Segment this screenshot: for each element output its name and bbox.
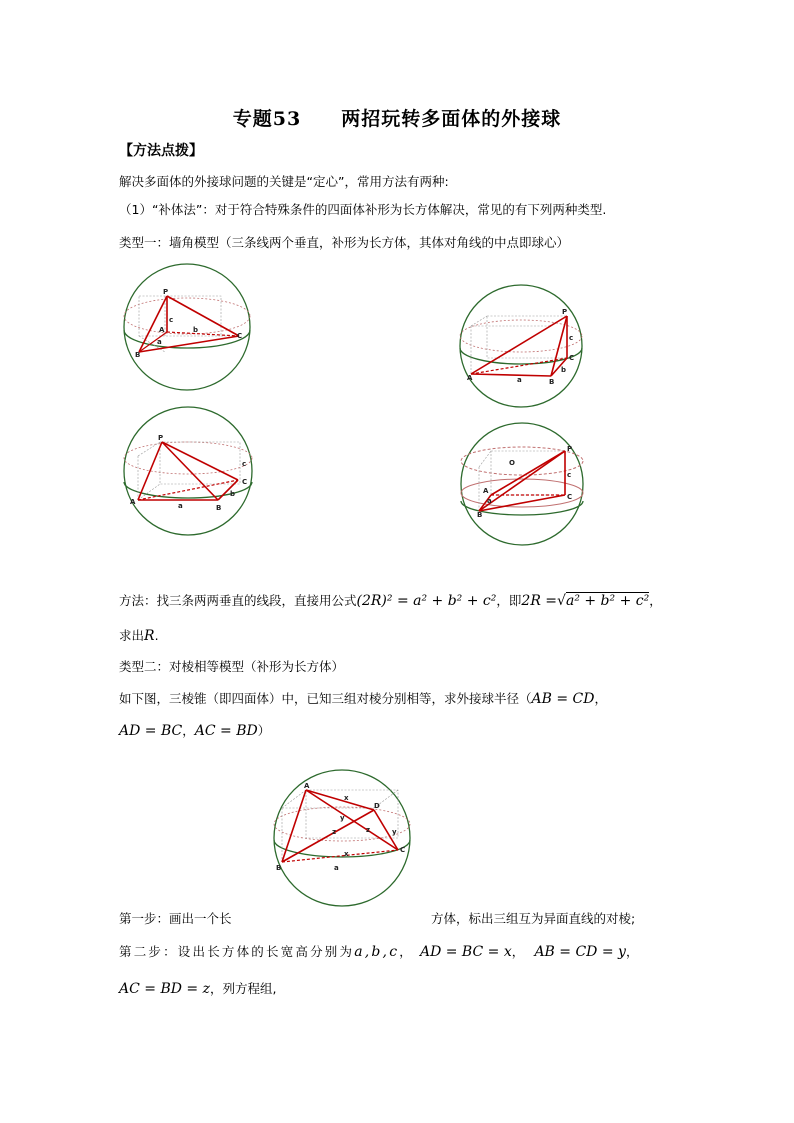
fig2-label: A <box>467 374 473 382</box>
type2-desc-line-2 <box>119 720 270 739</box>
fig3-label: P <box>158 434 164 442</box>
fig4-label: O <box>509 459 515 467</box>
fig5-label: a <box>334 864 339 872</box>
type-2-text: 类型二：对棱相等模型（补形为长方体） <box>119 659 345 674</box>
fig1-label: b <box>193 326 199 334</box>
fig1-label: c <box>169 316 174 324</box>
fig5-label: B <box>276 864 282 872</box>
fig3-label: a <box>178 502 183 510</box>
fig5-label: y <box>340 814 345 822</box>
fig5-label: x <box>344 850 349 858</box>
fig2-label: b <box>561 366 567 374</box>
point-1-text: （1）“补体法”：对于符合特殊条件的四面体补形为长方体解决，常见的有下列两种类型. <box>119 202 607 217</box>
close-paren: ） <box>257 723 271 738</box>
page-title: 专题53 两招玩转多面体的外接球 <box>232 108 562 130</box>
fig3-label: C <box>242 478 248 486</box>
fig2-label: c <box>569 334 574 342</box>
fig2-label: P <box>562 308 568 316</box>
step-1-left: 第一步：画出一个长 <box>119 911 232 926</box>
eq-ad-bc: AD = BC <box>119 723 183 739</box>
eq-ab-cd: AB = CD <box>531 691 595 707</box>
fig3-label: c <box>242 460 247 468</box>
type2-desc-line <box>119 688 607 707</box>
section-heading: 【方法点拨】 <box>119 143 203 159</box>
fig5-label: D <box>374 802 380 810</box>
figure-wall-corner-2 <box>457 284 585 410</box>
eq-ab-cd-y: AB = CD = y <box>534 944 626 960</box>
method-line <box>119 590 662 609</box>
fig5-label: z <box>332 828 337 836</box>
method-line2-prefix: 求出 <box>119 628 145 643</box>
step-2-line <box>119 941 641 960</box>
step-2-text: 第二步：设出长方体的长宽高分别为 <box>119 944 355 959</box>
step-3-line <box>119 978 276 997</box>
fig1-label: P <box>163 288 169 296</box>
fig2-label: B <box>549 378 555 386</box>
step-1-right: 方体，标出三组互为异面直线的对棱; <box>431 911 636 926</box>
figure-wall-corner-3 <box>120 406 256 536</box>
fig1-label: A <box>159 326 165 334</box>
fig1-label: B <box>135 351 141 359</box>
fig2-label: C <box>569 354 575 362</box>
fig4-label: B <box>477 511 483 519</box>
figure-wall-corner-4 <box>459 421 585 547</box>
sep: ， <box>182 723 195 738</box>
sep: ， <box>511 944 527 959</box>
method-line-2 <box>119 625 159 644</box>
step-2-vars: a,b,c <box>354 944 400 960</box>
fig5-label: x <box>344 794 349 802</box>
fig5-label: y <box>392 828 397 836</box>
method-end: ， <box>649 593 662 608</box>
intro-text: 解决多面体的外接球问题的关键是“定心”，常用方法有两种: <box>119 174 449 189</box>
fig3-label: A <box>130 498 136 506</box>
eq-ac-bd: AC = BD <box>194 723 258 739</box>
method-line2-end: . <box>154 628 159 643</box>
fig4-label: C <box>567 493 573 501</box>
method-prefix: 方法：找三条两两垂直的线段，直接用公式 <box>119 593 357 608</box>
formula-2-left: 2R = <box>521 593 558 609</box>
fig4-label: a <box>487 497 492 505</box>
eq-ad-bc-x: AD = BC = x <box>419 944 512 960</box>
fig4-label: P <box>567 445 573 453</box>
step-3-text: ，列方程组, <box>209 981 277 996</box>
type2-desc-text: 如下图，三棱锥（即四面体）中，已知三组对棱分别相等，求外接球半径（ <box>119 691 532 706</box>
formula-2-root: a² + b² + c² <box>565 593 650 609</box>
figure-wall-corner-1 <box>121 262 254 392</box>
fig4-label: c <box>567 471 572 479</box>
fig5-label: C <box>400 846 406 854</box>
fig3-label: b <box>230 490 236 498</box>
formula-1: (2R)² = a² + b² + c² <box>356 593 497 609</box>
fig5-label: A <box>304 782 310 790</box>
sep: ， <box>594 691 607 706</box>
fig1-label: C <box>237 332 243 340</box>
fig5-label: z <box>366 826 371 834</box>
method-line2-var: R <box>144 628 155 644</box>
type-1-text: 类型一：墙角模型（三条线两个垂直，补形为长方体，其体对角线的中点即球心） <box>119 235 570 250</box>
figure-equal-opposite-edges <box>270 768 414 908</box>
sep: ， <box>399 944 414 959</box>
eq-ac-bd-z: AC = BD = z <box>119 981 210 997</box>
end: ， <box>625 944 641 959</box>
method-mid: ，即 <box>496 593 522 608</box>
fig4-label: A <box>483 487 489 495</box>
fig2-label: a <box>517 376 522 384</box>
fig3-label: B <box>216 504 222 512</box>
sqrt-sign: √ <box>557 593 566 609</box>
fig1-label: a <box>157 338 162 346</box>
